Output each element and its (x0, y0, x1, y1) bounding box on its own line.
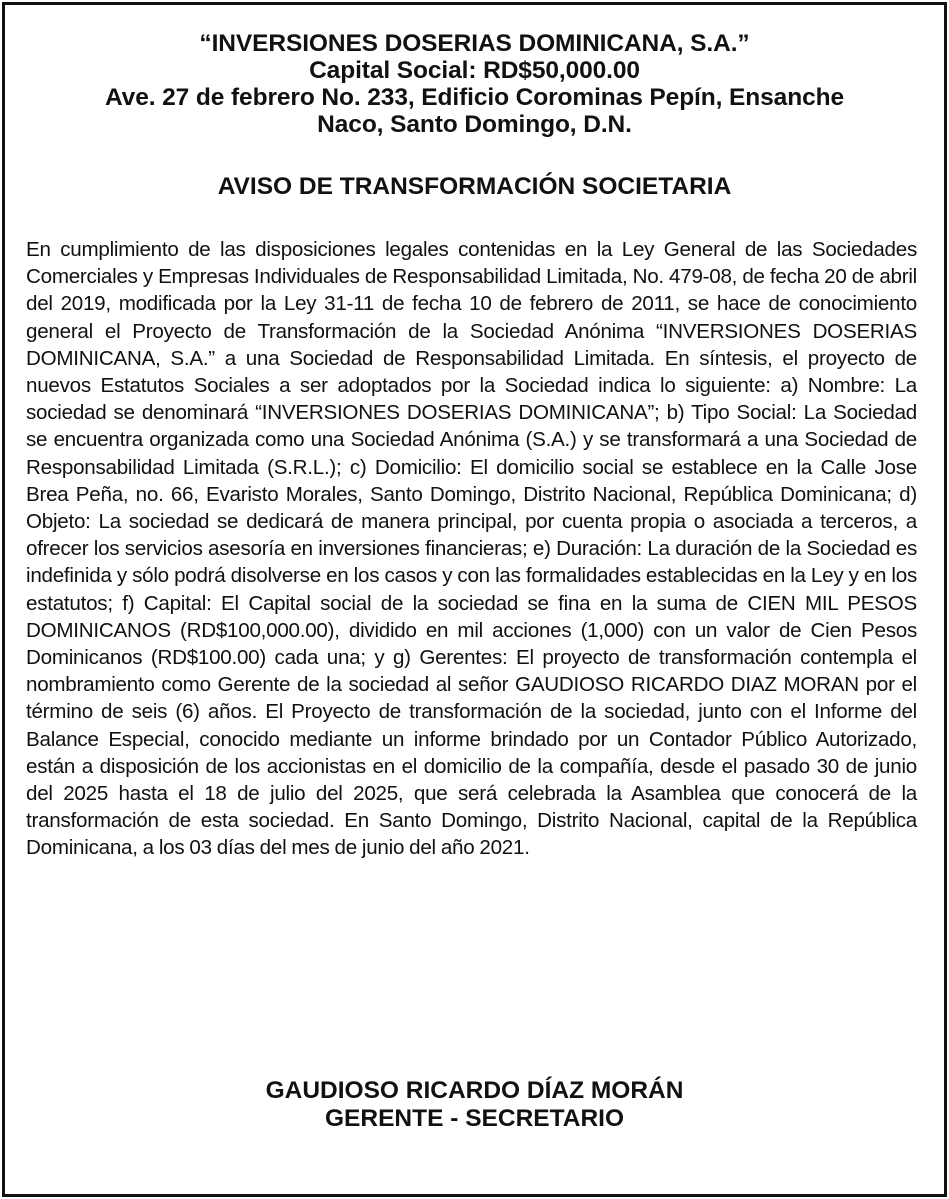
address-line-1: Ave. 27 de febrero No. 233, Edificio Corominas Pepín, Ensanche (104, 84, 844, 111)
notice-body: En cumplimiento de las disposiciones legales contenidas en la Ley General de las Sociedades Comerciales y Empresas Individuales de Responsabilidad Limitada, No. 479-08, de fecha 20 de abril del 2019, modificada por la Ley 31-11 de fecha 10 de febrero de 2011, se hace de conocimiento general el Proyecto de Transformación de la Sociedad Anónima “INVERSIONES DOSERIAS DOMINICANA, S.A.” a una Sociedad de Responsabilidad Limitada. En síntesis, el proyecto de nuevos Estatutos Sociales a ser adoptados por la Sociedad indica lo siguiente: a) Nombre: La sociedad se denominará “INVERSIONES DOSERIAS DOMINICANA”; b) Tipo Social: La Sociedad se encuentra organizada como una Sociedad Anónima (S.A.) y se transformará a una Sociedad de Responsabilidad Limitada (S.R.L.); c) Domicilio: El domicilio social se establece en la Calle Jose Brea Peña, no. 66, Evaristo Morales, Santo Domingo, Distrito Nacional, República Dominicana; d) Objeto: La sociedad se dedicará de manera principal, por cuenta propia o asociada a terceros, a ofrecer los servicios asesoría en inversiones financieras; e) Duración: La duración de la Sociedad es indefinida y sólo podrá disolverse en los casos y con las formalidades establecidas en la Ley y en los estatutos; f) Capital: El Capital social de la sociedad se fina en la suma de CIEN MIL PESOS DOMINICANOS (RD$100,000.00), dividido en mil acciones (1,000) con un valor de Cien Pesos Dominicanos (RD$100.00) cada una; y g) Gerentes: El proyecto de transformación contempla el nombramiento como Gerente de la sociedad al señor GAUDIOSO RICARDO DIAZ MORAN por el término de seis (6) años. El Proyecto de transformación de la sociedad, junto con el Informe del Balance Especial, conocido mediante un informe brindado por un Contador Público Autorizado, están a disposición de los accionistas en el domicilio de la compañía, desde el pasado 30 de junio del 2025 hasta el 18 de julio del 2025, que será celebrada la Asamblea que conocerá de la transformación de esta sociedad. En Santo Domingo, Distrito Nacional, capital de la República Dominicana, a los 03 días del mes de junio del año 2021. (26, 238, 917, 860)
notice-header (0, 30, 949, 138)
signature-block (0, 1077, 949, 1133)
signatory-role: GERENTE - SECRETARIO (324, 1105, 624, 1132)
capital-social: Capital Social: RD$50,000.00 (309, 57, 640, 84)
notice-title: AVISO DE TRANSFORMACIÓN SOCIETARIA (217, 173, 732, 200)
company-name: “INVERSIONES DOSERIAS DOMINICANA, S.A.” (199, 30, 750, 57)
signatory-name: GAUDIOSO RICARDO DÍAZ MORÁN (265, 1077, 684, 1104)
address-line-2: Naco, Santo Domingo, D.N. (317, 111, 632, 138)
